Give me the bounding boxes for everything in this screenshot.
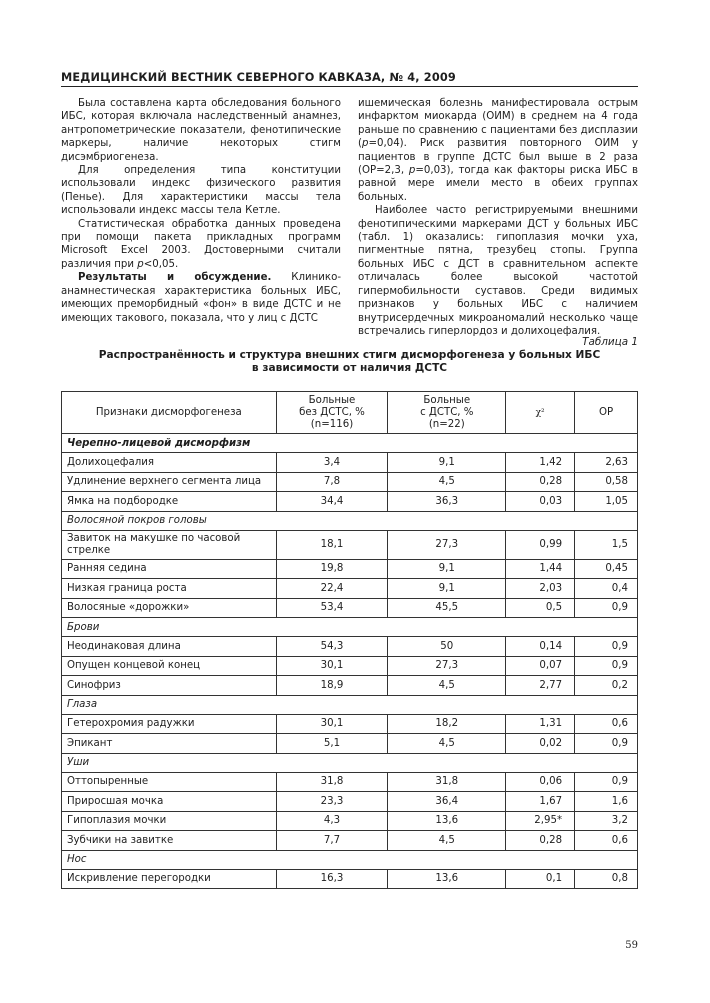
paragraph bbox=[61, 97, 341, 164]
cell-group-dsts: 4,5 bbox=[388, 831, 506, 851]
table-row bbox=[62, 472, 638, 492]
cell-group-no-dsts: 18,9 bbox=[276, 676, 388, 696]
section-title: Уши bbox=[62, 753, 638, 772]
cell-sign: Волосяные «дорожки» bbox=[62, 598, 277, 618]
cell-chi-square: 0,1 bbox=[506, 869, 575, 889]
header-line: без ДСТС, % bbox=[299, 406, 365, 418]
results-heading: Результаты и обсуждение. bbox=[78, 272, 272, 284]
cell-chi-square: 2,77 bbox=[506, 676, 575, 696]
paragraph-text: Статистическая обработка данных проведена при помощи пакета прикладных программ Microsoft Excel 2003. Достоверными считали различия при bbox=[61, 218, 341, 270]
stigma-table bbox=[61, 391, 638, 889]
cell-chi-square: 1,31 bbox=[506, 714, 575, 734]
table-row bbox=[62, 453, 638, 473]
cell-odds-ratio: 0,8 bbox=[575, 869, 638, 889]
cell-sign: Эпикант bbox=[62, 734, 277, 754]
table-section-row bbox=[62, 618, 638, 637]
table-row bbox=[62, 637, 638, 657]
cell-chi-square: 2,03 bbox=[506, 579, 575, 599]
cell-sign: Завиток на макушке по часовой стрелке bbox=[62, 530, 277, 559]
header-line: Больные bbox=[308, 394, 356, 406]
table-section-row bbox=[62, 511, 638, 530]
table-row bbox=[62, 831, 638, 851]
cell-odds-ratio: 1,5 bbox=[575, 530, 638, 559]
cell-group-no-dsts: 5,1 bbox=[276, 734, 388, 754]
cell-odds-ratio: 0,6 bbox=[575, 714, 638, 734]
table-row bbox=[62, 676, 638, 696]
table-row bbox=[62, 714, 638, 734]
cell-group-dsts: 36,3 bbox=[388, 492, 506, 512]
table-section-row bbox=[62, 434, 638, 453]
cell-group-dsts: 13,6 bbox=[388, 869, 506, 889]
journal-header: МЕДИЦИНСКИЙ ВЕСТНИК СЕВЕРНОГО КАВКАЗА, № 4, 2009 bbox=[61, 71, 456, 84]
cell-group-no-dsts: 53,4 bbox=[276, 598, 388, 618]
cell-chi-square: 0,14 bbox=[506, 637, 575, 657]
cell-group-no-dsts: 19,8 bbox=[276, 559, 388, 579]
cell-odds-ratio: 0,9 bbox=[575, 734, 638, 754]
cell-odds-ratio: 0,9 bbox=[575, 637, 638, 657]
cell-chi-square: 0,99 bbox=[506, 530, 575, 559]
table-section-row bbox=[62, 695, 638, 714]
cell-odds-ratio: 0,9 bbox=[575, 656, 638, 676]
cell-group-dsts: 45,5 bbox=[388, 598, 506, 618]
table-row bbox=[62, 772, 638, 792]
cell-sign: Ранняя седина bbox=[62, 559, 277, 579]
cell-sign: Искривление перегородки bbox=[62, 869, 277, 889]
table-title bbox=[61, 349, 638, 375]
cell-chi-square: 0,28 bbox=[506, 472, 575, 492]
cell-chi-square: 2,95* bbox=[506, 811, 575, 831]
left-column bbox=[61, 97, 341, 325]
cell-chi-square: 0,02 bbox=[506, 734, 575, 754]
cell-group-no-dsts: 4,3 bbox=[276, 811, 388, 831]
table-title-line: Распространённость и структура внешних стигм дисморфогенеза у больных ИБС bbox=[98, 349, 601, 361]
cell-odds-ratio: 0,2 bbox=[575, 676, 638, 696]
cell-group-no-dsts: 22,4 bbox=[276, 579, 388, 599]
page-number: 59 bbox=[625, 940, 638, 951]
table-label: Таблица 1 bbox=[582, 336, 638, 348]
cell-sign: Гипоплазия мочки bbox=[62, 811, 277, 831]
section-title: Черепно-лицевой дисморфизм bbox=[62, 434, 638, 453]
cell-odds-ratio: 0,4 bbox=[575, 579, 638, 599]
cell-group-no-dsts: 30,1 bbox=[276, 656, 388, 676]
header-line: (n=22) bbox=[428, 418, 465, 430]
header-group-no-dsts bbox=[276, 392, 388, 434]
cell-group-no-dsts: 31,8 bbox=[276, 772, 388, 792]
cell-chi-square: 0,5 bbox=[506, 598, 575, 618]
cell-sign: Удлинение верхнего сегмента лица bbox=[62, 472, 277, 492]
paragraph-text: Была составлена карта обследования больного ИБС, которая включала наследственный анамнез, антропометрические показатели, фенотипические маркеры, наличие некоторых стигм дисэмбриогенеза. bbox=[61, 98, 341, 163]
cell-chi-square: 1,67 bbox=[506, 792, 575, 812]
cell-odds-ratio: 0,6 bbox=[575, 831, 638, 851]
cell-group-dsts: 4,5 bbox=[388, 676, 506, 696]
table-row bbox=[62, 656, 638, 676]
cell-group-no-dsts: 30,1 bbox=[276, 714, 388, 734]
cell-group-dsts: 36,4 bbox=[388, 792, 506, 812]
header-line: (n=116) bbox=[310, 418, 354, 430]
paragraph-text: Клинико-анамнестическая характеристика больных ИБС, имеющих преморбидный «фон» в виде ДСТС и не имеющих такового, показала, что у лиц с ДСТС bbox=[61, 272, 341, 324]
table-title-line: в зависимости от наличия ДСТС bbox=[251, 362, 448, 374]
cell-group-dsts: 9,1 bbox=[388, 579, 506, 599]
p-symbol: p bbox=[137, 258, 144, 270]
cell-chi-square: 0,06 bbox=[506, 772, 575, 792]
cell-odds-ratio: 1,6 bbox=[575, 792, 638, 812]
table-row bbox=[62, 811, 638, 831]
cell-sign: Долихоцефалия bbox=[62, 453, 277, 473]
table-row bbox=[62, 530, 638, 559]
cell-group-no-dsts: 7,7 bbox=[276, 831, 388, 851]
section-title: Глаза bbox=[62, 695, 638, 714]
cell-chi-square: 1,44 bbox=[506, 559, 575, 579]
cell-group-dsts: 9,1 bbox=[388, 453, 506, 473]
cell-sign: Приросшая мочка bbox=[62, 792, 277, 812]
table-section-row bbox=[62, 753, 638, 772]
header-line: с ДСТС, % bbox=[420, 406, 474, 418]
paragraph-text: Для определения типа конституции использовали индекс физического развития (Пенье). Для характеристики массы тела использовали индекс массы тела Кетле. bbox=[61, 165, 341, 217]
cell-odds-ratio: 3,2 bbox=[575, 811, 638, 831]
cell-sign: Синофриз bbox=[62, 676, 277, 696]
right-column bbox=[358, 97, 638, 338]
paragraph bbox=[61, 164, 341, 218]
cell-sign: Оттопыренные bbox=[62, 772, 277, 792]
table-section-row bbox=[62, 850, 638, 869]
cell-sign: Зубчики на завитке bbox=[62, 831, 277, 851]
cell-group-dsts: 4,5 bbox=[388, 472, 506, 492]
paragraph-text: <0,05. bbox=[143, 258, 179, 270]
table-row bbox=[62, 792, 638, 812]
table-row bbox=[62, 579, 638, 599]
paragraph bbox=[61, 271, 341, 325]
section-title: Нос bbox=[62, 850, 638, 869]
cell-group-dsts: 4,5 bbox=[388, 734, 506, 754]
cell-group-no-dsts: 3,4 bbox=[276, 453, 388, 473]
paragraph-text: =0,03), тогда как факторы риска ИБС в равной мере имели место в обеих группах больных. bbox=[358, 165, 638, 203]
cell-chi-square: 1,42 bbox=[506, 453, 575, 473]
cell-group-dsts: 31,8 bbox=[388, 772, 506, 792]
cell-chi-square: 0,28 bbox=[506, 831, 575, 851]
table-row bbox=[62, 492, 638, 512]
section-title: Волосяной покров головы bbox=[62, 511, 638, 530]
p-symbol: p bbox=[408, 165, 416, 177]
paragraph-text: =0,04). Риск развития повторного ОИМ у пациентов в группе ДСТС был выше в 2 раза (ОР=2,3, bbox=[358, 138, 638, 177]
cell-group-no-dsts: 54,3 bbox=[276, 637, 388, 657]
cell-odds-ratio: 0,45 bbox=[575, 559, 638, 579]
cell-odds-ratio: 2,63 bbox=[575, 453, 638, 473]
cell-sign: Неодинаковая длина bbox=[62, 637, 277, 657]
cell-sign: Опущен концевой конец bbox=[62, 656, 277, 676]
cell-group-dsts: 13,6 bbox=[388, 811, 506, 831]
paragraph bbox=[358, 204, 638, 338]
paragraph-text: ишемическая болезнь манифестировала острым инфарктом миокарда (ОИМ) в среднем на 4 года раньше по сравнению с пациентами без дисплазии ( bbox=[358, 98, 638, 150]
table-row bbox=[62, 734, 638, 754]
cell-odds-ratio: 0,58 bbox=[575, 472, 638, 492]
table-row bbox=[62, 869, 638, 889]
cell-group-dsts: 18,2 bbox=[388, 714, 506, 734]
cell-group-no-dsts: 16,3 bbox=[276, 869, 388, 889]
cell-chi-square: 0,07 bbox=[506, 656, 575, 676]
header-odds-ratio: ОР bbox=[575, 392, 638, 434]
cell-group-no-dsts: 23,3 bbox=[276, 792, 388, 812]
cell-group-dsts: 27,3 bbox=[388, 530, 506, 559]
cell-sign: Ямка на подбородке bbox=[62, 492, 277, 512]
cell-odds-ratio: 0,9 bbox=[575, 598, 638, 618]
cell-odds-ratio: 1,05 bbox=[575, 492, 638, 512]
paragraph-text: Наиболее часто регистрируемыми внешними фенотипическими маркерами ДСТ у больных ИБС (табл. 1) оказались: гипоплазия мочки уха, пигментные пятна, трезубец стопы. Группа больных ИБС с ДСТ в сравнительном аспекте отличалась более высокой частотой гипермобильности суставов. Среди видимых признаков у больных ИБС с наличием внутрисердечных микроаномалий несколько чаще встречались гиперлордоз и долихоцефалия. bbox=[358, 205, 638, 337]
paragraph bbox=[61, 218, 341, 272]
paragraph bbox=[358, 97, 638, 204]
header-chi-square: χ² bbox=[506, 392, 575, 434]
header-group-dsts bbox=[388, 392, 506, 434]
header-sign: Признаки дисморфогенеза bbox=[62, 392, 277, 434]
cell-group-dsts: 27,3 bbox=[388, 656, 506, 676]
p-symbol: p bbox=[361, 138, 369, 150]
section-title: Брови bbox=[62, 618, 638, 637]
cell-sign: Гетерохромия радужки bbox=[62, 714, 277, 734]
cell-chi-square: 0,03 bbox=[506, 492, 575, 512]
cell-group-dsts: 50 bbox=[388, 637, 506, 657]
table-header-row bbox=[62, 392, 638, 434]
cell-group-no-dsts: 7,8 bbox=[276, 472, 388, 492]
cell-group-dsts: 9,1 bbox=[388, 559, 506, 579]
table-row bbox=[62, 598, 638, 618]
header-rule bbox=[61, 86, 638, 87]
table-row bbox=[62, 559, 638, 579]
cell-group-no-dsts: 34,4 bbox=[276, 492, 388, 512]
cell-group-no-dsts: 18,1 bbox=[276, 530, 388, 559]
cell-sign: Низкая граница роста bbox=[62, 579, 277, 599]
cell-odds-ratio: 0,9 bbox=[575, 772, 638, 792]
header-line: Больные bbox=[423, 394, 471, 406]
